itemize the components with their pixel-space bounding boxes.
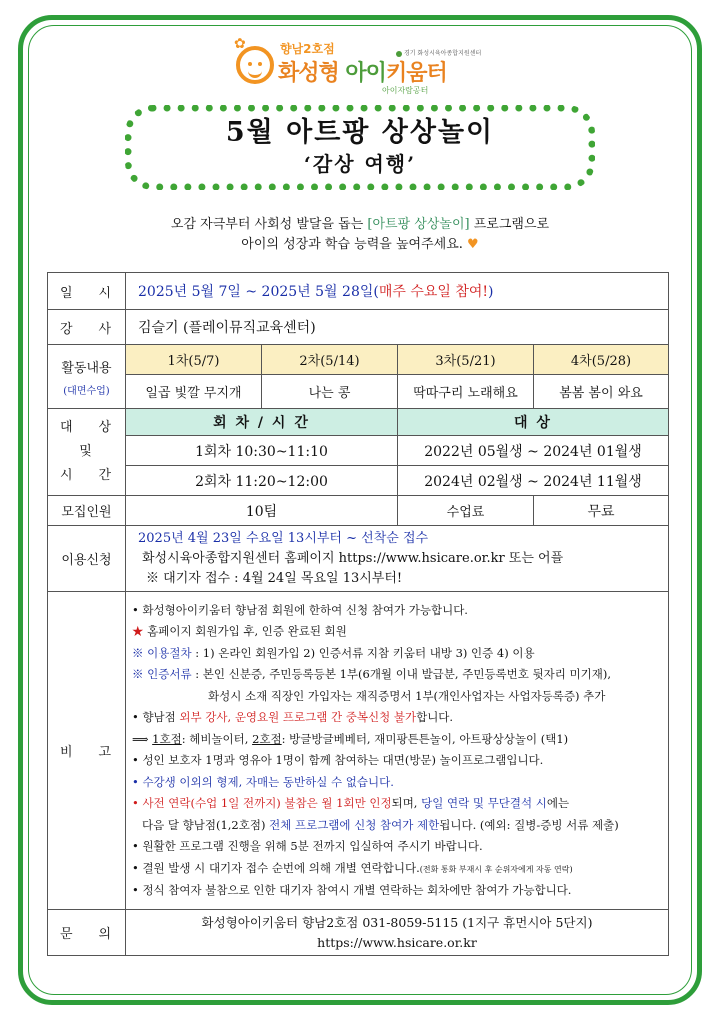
activity-label: 활동내용: [61, 360, 112, 376]
slot-row: [48, 436, 669, 466]
session-title-2: 나는 콩: [262, 375, 398, 409]
row-teacher: 강 사 김슬기 (플레이뮤직교육센터): [48, 310, 669, 345]
page-subtitle: ‘감상 여행’: [303, 152, 417, 176]
note-item: 화성시 소재 직장인 가입자는 재직증명서 1부(개인사업자는 사업자등록증) 추가: [208, 688, 606, 703]
note-item: • 향남점 외부 강사, 운영요원 프로그램 간 중복신청 불가합니다.: [132, 710, 454, 724]
note-item: • 사전 연락(수업 1일 전까지) 불참은 월 1회만 인정되며, 당일 연락 및 무단결석 시에는: [132, 796, 570, 810]
contact-url[interactable]: https://www.hsicare.or.kr: [317, 934, 477, 950]
intro-line-1: 오감 자극부터 사회성 발달을 돕는 [아트팡 상상놀이] 프로그램으로: [170, 217, 550, 232]
note-item: • 화성형아이키움터 향남점 회원에 한하여 신청 참여가 가능합니다.: [132, 602, 468, 617]
note-item: • 결원 발생 시 대기자 접수 순번에 의해 개별 연락합니다.(전화 통화 부재시 후 순위자에게 자동 연락): [132, 860, 573, 875]
session-4: 4차(5/28): [534, 345, 669, 375]
slot-target: 2022년 05월생 ~ 2024년 01월생: [398, 436, 669, 466]
apply-line-1: 2025년 4월 23일 수요일 13시부터 ~ 선착순 접수: [138, 530, 429, 546]
apply-line-3: ※ 대기자 접수 : 4월 24일 목요일 13시부터!: [146, 570, 403, 586]
slot-row: [48, 466, 669, 496]
row-recruit: [48, 496, 669, 526]
recruit-value: 10팀: [126, 496, 398, 526]
note-item: • 정식 참여자 불참으로 인한 대기자 참여시 개별 연락하는 회차에만 참여가 가능합니다.: [132, 883, 572, 897]
notes-list: [126, 592, 669, 910]
logo-tagline: 아이자람공터: [382, 86, 429, 95]
recruit-label: 모집인원: [48, 496, 126, 526]
smile-face-icon: [236, 46, 274, 84]
slot-target: 2024년 02월생 ~ 2024년 11월생: [398, 466, 669, 496]
session-3: 3차(5/21): [398, 345, 534, 375]
row-date: 일 시 2025년 5월 7일 ~ 2025년 5월 28일(매주 수요일 참여!): [48, 273, 669, 310]
activity-sublabel: (대면수업): [63, 385, 110, 397]
session-2: 2차(5/14): [262, 345, 398, 375]
slot-time: 1회차 10:30~11:10: [126, 436, 398, 466]
heart-icon: ♥: [467, 237, 479, 252]
row-notes: 비 고 • 화성형아이키움터 향남점 회원에 한하여 신청 참여가 가능합니다. ★ 홈페이지 회원가입 후, 인증 완료된 회원 ※ 이용절차 : 1) 온라인 회원가입 2) 인증서류 지참 키움터 내방 3) 인증 4) 이용 ※ 인증서류 : 본인 신분증, 주민등록등본 1부(6개월 이내 발급분, 주민등록번호 뒷자리 미기재), 화성시 소재 직장인 가입자는 재직증명서 1부(개인사업자는 사업자등록증) 추가 • 향남점 외부 강사, 운영요원 프로그램 간 중복신청 불가합니다. ⟹ 1호점: 헤비놀이터, 2호점: 방글방글베베터, 재미팡튼튼놀이, 아트팡상상놀이 (택1) • 성인 보호자 1명과 영유아 1명이 함께 참여하는 대면(방문) 놀이프로그램입니다. • 수강생 이외의 형제, 자매는 동반하실 수 없습니다. • 사전 연락(수업 1일 전까지) 불참은 월 1회만 인정되며, 당일 연락 및 무단결석 시에는 다음 달 향남점(1,2호점) 전체 프로그램에 신청 참여가 제한됩니다. (예외: 질병-증빙 서류 제출) • 원활한 프로그램 진행을 위해 5분 전까지 입실하여 주시기 바랍니다. • 결원 발생 시 대기자 접수 순번에 의해 개별 연락합니다.(전화 통화 부재시 후 순위자에게 자동 연락) • 정식 참여자 불참으로 인한 대기자 참여시 개별 연락하는 회차에만 참여가 가능합니다.: [48, 592, 669, 910]
fee-label: 수업료: [398, 496, 534, 526]
logo-sub: 향남2호점: [280, 42, 335, 56]
apply-label: 이용신청: [48, 526, 126, 592]
row-apply: [48, 526, 669, 592]
note-item: • 성인 보호자 1명과 영유아 1명이 함께 참여하는 대면(방문) 놀이프로그램입니다.: [132, 753, 544, 767]
row-contact: 문 의 화성형아이키움터 향남2호점 031-8059-5115 (1지구 휴먼시아 5단지) https://www.hsicare.or.kr: [48, 910, 669, 956]
note-item: ※ 인증서류 : 본인 신분증, 주민등록등본 1부(6개월 이내 발급분, 주민등록번호 뒷자리 미기재),: [132, 667, 611, 681]
date-value: 2025년 5월 7일 ~ 2025년 5월 28일(매주 수요일 참여!): [126, 273, 669, 310]
intro-line-2: 아이의 성장과 학습 능력을 높여주세요. ♥: [241, 237, 479, 252]
slot-time: 2회차 11:20~12:00: [126, 466, 398, 496]
note-item: ⟹ 1호점: 헤비놀이터, 2호점: 방글방글베베터, 재미팡튼튼놀이, 아트팡상상놀이 (택1): [132, 731, 569, 746]
sprout-icon: ✿: [234, 36, 246, 52]
row-activity-titles: [48, 375, 669, 409]
note-item: ★ 홈페이지 회원가입 후, 인증 완료된 회원: [132, 624, 347, 638]
logo-main: 화성형 아이키움터: [278, 61, 447, 86]
logo-org: 경기 화성시육아종합지원센터: [396, 48, 481, 57]
target-header: 대 상: [398, 409, 669, 436]
row-target-head: 대 상 및 시 간 회 차 / 시 간 대 상: [48, 409, 669, 436]
note-item: • 수강생 이외의 형제, 자매는 동반하실 수 없습니다.: [132, 774, 394, 789]
note-item: • 원활한 프로그램 진행을 위해 5분 전까지 입실하여 주시기 바랍니다.: [132, 839, 483, 853]
row-activity-head: [48, 345, 669, 375]
contact-line-1: 화성형아이키움터 향남2호점 031-8059-5115 (1지구 휴먼시아 5단지): [201, 914, 593, 930]
note-item: ※ 이용절차 : 1) 온라인 회원가입 2) 인증서류 지참 키움터 내방 3) 인증 4) 이용: [132, 645, 535, 660]
apply-line-2: 화성시육아종합지원센터 홈페이지 https://www.hsicare.or.kr 또는 어플: [142, 550, 564, 566]
note-item: 다음 달 향남점(1,2호점) 전체 프로그램에 신청 참여가 제한됩니다. (예외: 질병-증빙 서류 제출): [142, 817, 619, 832]
session-1: 1차(5/7): [126, 345, 262, 375]
star-icon: ★: [132, 624, 144, 638]
session-title-4: 봄봄 봄이 와요: [534, 375, 669, 409]
fee-value: 무료: [534, 496, 669, 526]
info-table: [47, 272, 669, 956]
teacher-value: 김슬기 (플레이뮤직교육센터): [126, 310, 669, 345]
logo: [232, 38, 492, 98]
session-title-3: 딱따구리 노래해요: [398, 375, 534, 409]
time-header: 회 차 / 시 간: [126, 409, 398, 436]
session-title-1: 일곱 빛깔 무지개: [126, 375, 262, 409]
page-title: 5월 아트팡 상상놀이: [225, 117, 495, 148]
